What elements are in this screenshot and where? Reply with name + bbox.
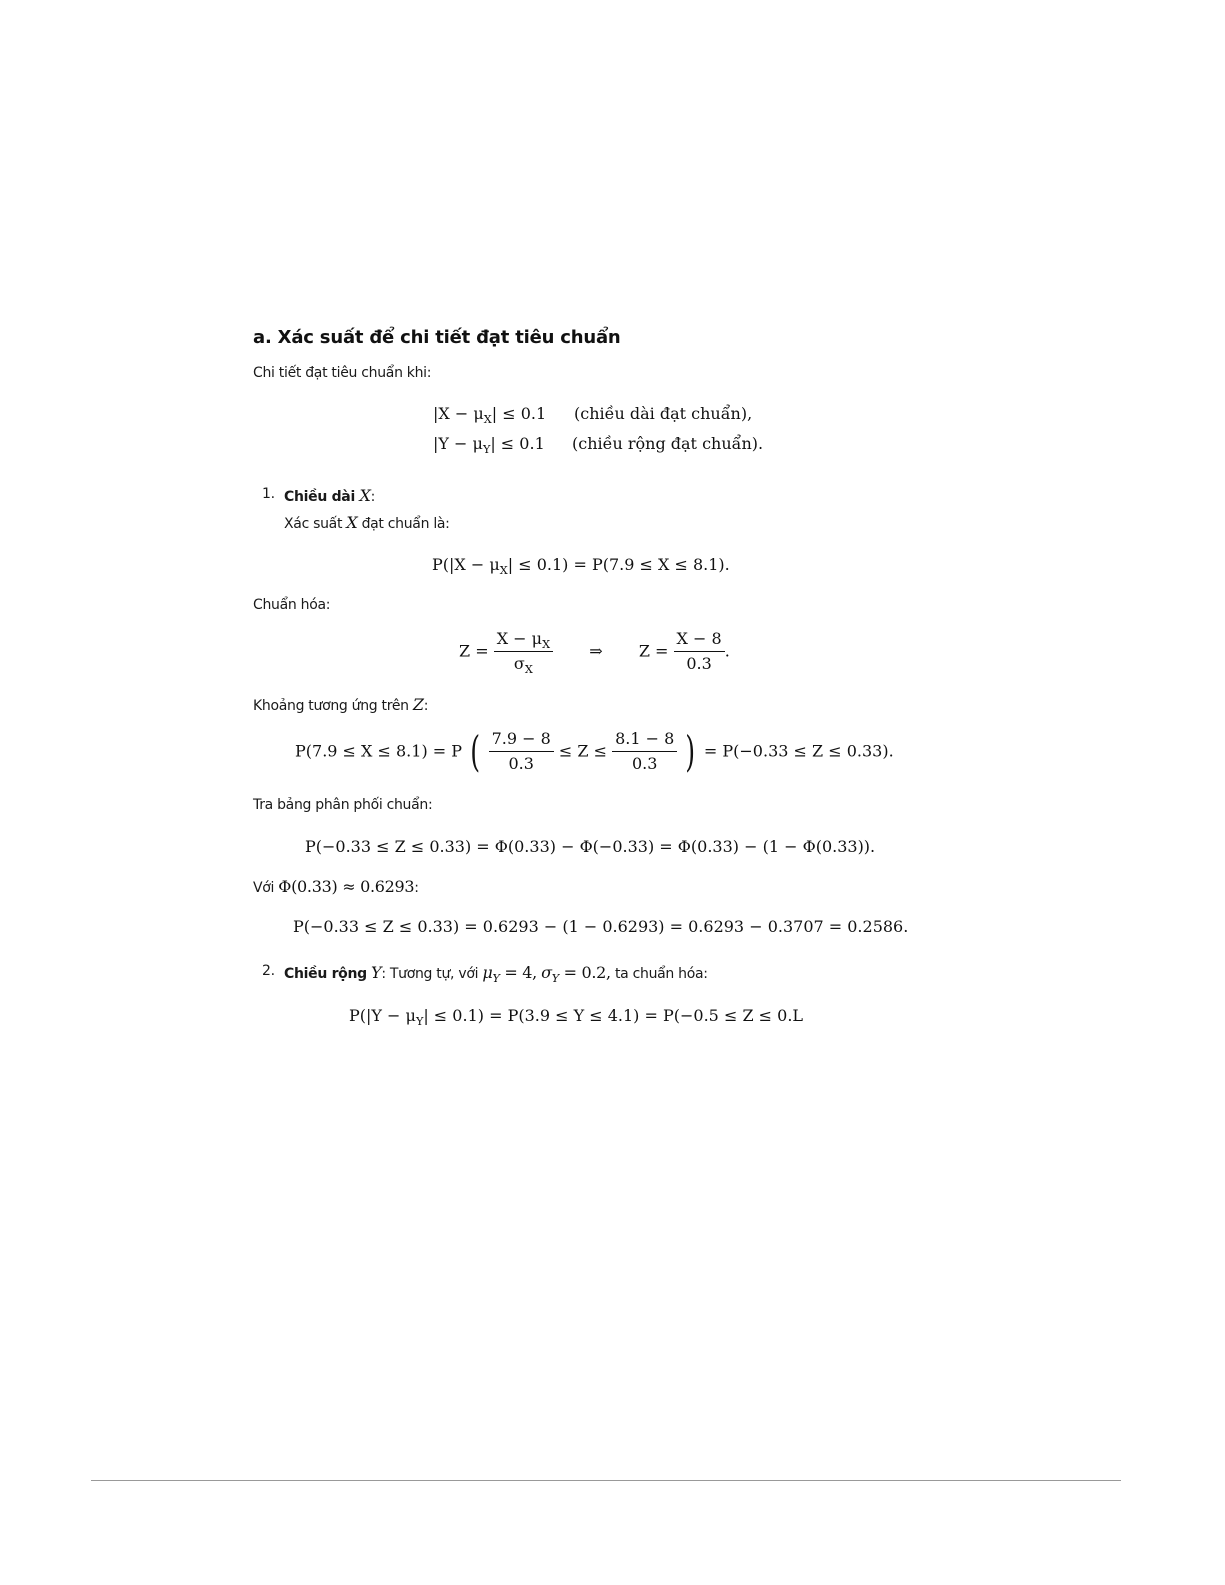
- condition-width-note: (chiều rộng đạt chuẩn).: [572, 434, 764, 453]
- with-value-label: Với Φ(0.33) ≈ 0.6293:: [253, 877, 419, 896]
- footer-divider: [91, 1480, 1121, 1481]
- condition-width: [433, 434, 545, 456]
- standardize-fraction-1: $\frac{X - \mu_X}{\sigma_X}$: [494, 630, 553, 674]
- item2-line: Chiều rộng Y: Tương tự, với $\mu_Y = 4$, $\sigma_Y = 0.2$, ta chuẩn hóa:: [284, 963, 708, 985]
- interval-equation: P(7.9 ≤ X ≤ 8.1) = P ( $\frac{7.9 - 8}{0.3}$ ≤ Z ≤ $\frac{8.1 - 8}{0.3}$ ) = P(−0.33 ≤ Z ≤ 0.33).: [295, 726, 894, 776]
- standardize-fraction-2: $\frac{X - 8}{0.3}$: [674, 630, 725, 674]
- item2-number: 2.: [262, 963, 275, 979]
- item2-equation: $P(|Y - \mu_Y| \le 0.1) = P(3.9 \le Y \le 4.1) = P(-0.5 \le Z \le 0.L$: [349, 1006, 804, 1028]
- implies-arrow: ⇒: [589, 641, 603, 661]
- with-value-equation: P(−0.33 ≤ Z ≤ 0.33) = 0.6293 − (1 − 0.6293) = 0.6293 − 0.3707 = 0.2586.: [293, 917, 909, 936]
- standardize-equation: Z = $\frac{X - \mu_X}{\sigma_X}$ ⇒ Z = $\frac{X - 8}{0.3}$ .: [459, 629, 730, 677]
- item1-line: Xác suất X đạt chuẩn là:: [284, 513, 450, 532]
- intro-text: Chi tiết đạt tiêu chuẩn khi:: [253, 365, 432, 381]
- condition-length: [433, 404, 547, 426]
- condition-length-note: (chiều dài đạt chuẩn),: [574, 404, 753, 423]
- standardize-label: Chuẩn hóa:: [253, 597, 331, 613]
- item1-equation: $P(|X - \mu_X| \le 0.1) = P(7.9 \le X \le 8.1)$.: [432, 555, 730, 577]
- table-label: Tra bảng phân phối chuẩn:: [253, 797, 433, 813]
- condition-length-expr: $|X - \mu_X| \le 0.1$: [433, 404, 547, 426]
- interval-fraction-2: $\frac{8.1 - 8}{0.3}$: [612, 730, 677, 774]
- item1-number: 1.: [262, 486, 275, 502]
- item1-title: Chiều dài X:: [284, 486, 376, 505]
- table-equation: P(−0.33 ≤ Z ≤ 0.33) = Φ(0.33) − Φ(−0.33) = Φ(0.33) − (1 − Φ(0.33)).: [305, 837, 876, 856]
- condition-width-expr: $|Y - \mu_Y| \le 0.1$: [433, 434, 545, 456]
- interval-fraction-1: $\frac{7.9 - 8}{0.3}$: [489, 730, 554, 774]
- section-heading: a. Xác suất để chi tiết đạt tiêu chuẩn: [253, 327, 621, 348]
- interval-label: Khoảng tương ứng trên Z:: [253, 695, 429, 714]
